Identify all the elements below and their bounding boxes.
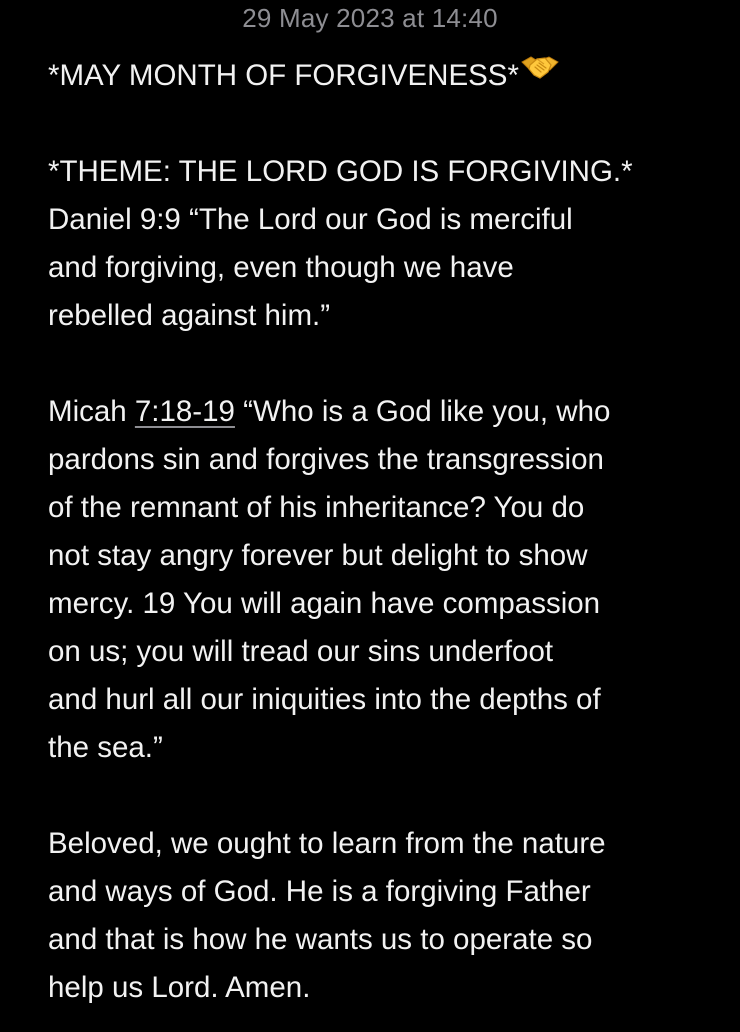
handshake-icon	[521, 50, 559, 98]
micah-line: of the remnant of his inheritance? You do	[48, 491, 585, 524]
theme-line: *THEME: THE LORD GOD IS FORGIVING.*	[48, 155, 633, 188]
note-body[interactable]	[48, 52, 718, 1012]
blank-line	[48, 100, 718, 148]
micah-line: pardons sin and forgives the transgression	[48, 443, 604, 476]
closing-line: help us Lord. Amen.	[48, 971, 311, 1004]
micah-line: on us; you will tread our sins underfoot	[48, 635, 554, 668]
micah-line: mercy. 19 You will again have compassion	[48, 587, 601, 620]
micah-line: and hurl all our iniquities into the depths of	[48, 683, 601, 716]
blank-line	[48, 340, 718, 388]
micah-first-line-text: “Who is a God like you, who	[234, 395, 611, 428]
closing-line: and that is how he wants us to operate so	[48, 923, 593, 956]
micah-prefix: Micah	[48, 395, 135, 428]
blank-line	[48, 772, 718, 820]
micah-line: the sea.”	[48, 731, 163, 764]
micah-line	[48, 388, 718, 436]
daniel-line: rebelled against him.”	[48, 299, 331, 332]
note-title: *MAY MONTH OF FORGIVENESS*	[48, 59, 519, 92]
timestamp: 29 May 2023 at 14:40	[242, 3, 498, 33]
daniel-line: and forgiving, even though we have	[48, 251, 514, 284]
closing-line: Beloved, we ought to learn from the nature	[48, 827, 606, 860]
note-title-line	[48, 52, 718, 100]
scripture-reference-link[interactable]: 7:18-19	[134, 395, 235, 428]
micah-line: not stay angry forever but delight to show	[48, 539, 588, 572]
daniel-line: Daniel 9:9 “The Lord our God is merciful	[48, 203, 573, 236]
closing-line: and ways of God. He is a forgiving Father	[48, 875, 591, 908]
